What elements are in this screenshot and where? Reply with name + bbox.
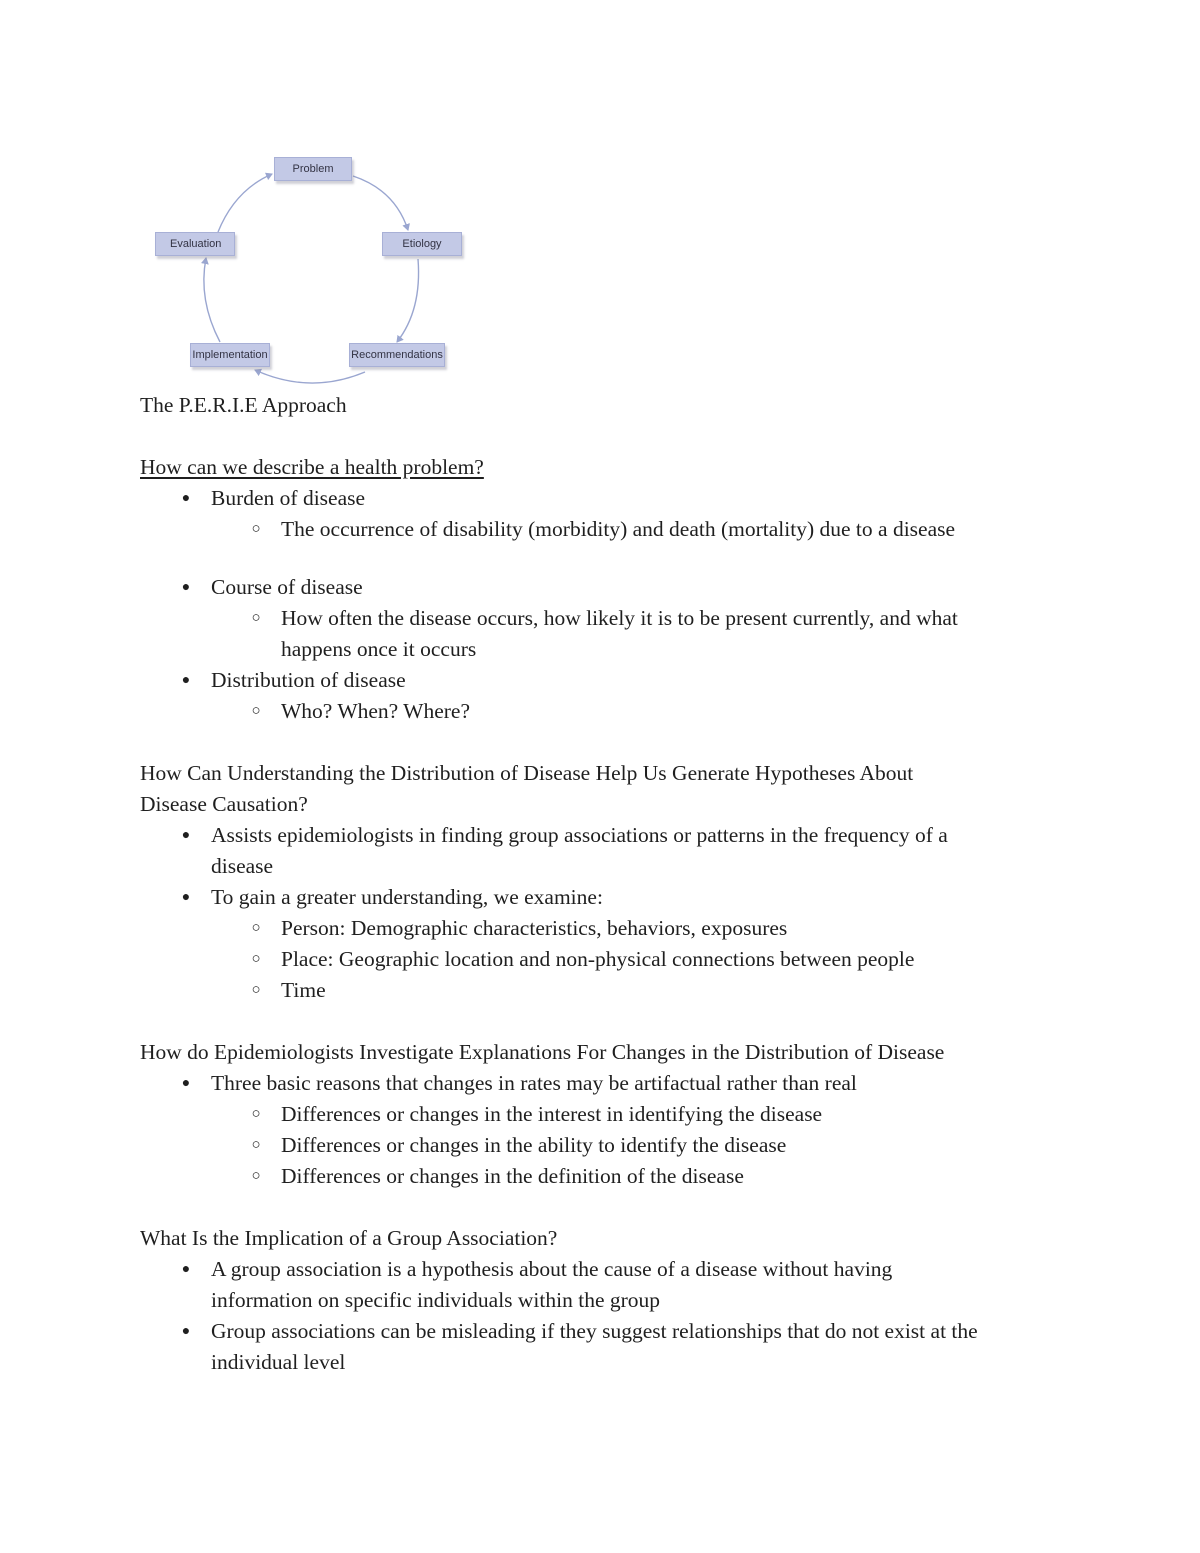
list-item [140, 1068, 1070, 1099]
sub-list-item-text: Differences or changes in the ability to identify the disease [281, 1133, 787, 1157]
sub-list-item [140, 1161, 1070, 1192]
section-2-list [140, 820, 1070, 1006]
list-item-text: To gain a greater understanding, we examine: [211, 885, 603, 909]
list-item [140, 1316, 1070, 1378]
list-item-text: Burden of disease [211, 486, 366, 510]
arrow-problem-to-etiology [353, 176, 408, 230]
hollow-bullet-icon: ○ [251, 951, 261, 967]
sub-list-item-text: Person: Demographic characteristics, behaviors, exposures [281, 916, 788, 940]
section-heading-investigate-explanations: How do Epidemiologists Investigate Explanations For Changes in the Distribution of Disease [140, 1040, 945, 1064]
list-item [140, 1254, 1070, 1316]
arrow-etiology-to-recommendations [397, 259, 419, 342]
list-item-text-continued: individual level [211, 1350, 346, 1374]
sub-list-item-text: Who? When? Where? [281, 699, 471, 723]
sub-list-item [140, 944, 1070, 975]
list-item-text: Group associations can be misleading if they suggest relationships that do not exist at the [211, 1319, 978, 1343]
section-4-list [140, 1254, 1070, 1378]
node-recommendations-label: Recommendations [351, 349, 443, 361]
bullet-icon: ● [181, 673, 191, 688]
list-item [140, 820, 1070, 882]
node-evaluation-label: Evaluation [170, 238, 222, 250]
sub-list-item-text: The occurrence of disability (morbidity) and death (mortality) due to a disease [281, 517, 956, 541]
section-1-list [140, 483, 1070, 545]
node-evaluation [155, 232, 235, 256]
node-recommendations [349, 343, 445, 367]
hollow-bullet-icon: ○ [251, 1137, 261, 1153]
list-item-text-continued: disease [211, 854, 274, 878]
node-etiology-label: Etiology [402, 238, 442, 250]
node-implementation [190, 343, 270, 367]
sub-list-item [140, 975, 1070, 1006]
hollow-bullet-icon: ○ [251, 920, 261, 936]
arrow-implementation-to-evaluation [204, 258, 220, 342]
list-item-text: Distribution of disease [211, 668, 406, 692]
sub-list-item-text: How often the disease occurs, how likely it is to be present currently, and what [281, 606, 958, 630]
sub-list-item [140, 1099, 1070, 1130]
hollow-bullet-icon: ○ [251, 610, 261, 626]
node-problem [274, 157, 352, 181]
hollow-bullet-icon: ○ [251, 703, 261, 719]
section-heading-group-association: What Is the Implication of a Group Association? [140, 1226, 558, 1250]
hollow-bullet-icon: ○ [251, 1168, 261, 1184]
sub-list-item-text: Place: Geographic location and non-physical connections between people [281, 947, 915, 971]
section-heading-line-1: How Can Understanding the Distribution of Disease Help Us Generate Hypotheses About [140, 761, 914, 785]
list-item-text: A group association is a hypothesis about the cause of a disease without having [211, 1257, 893, 1281]
list-item-text-continued: information on specific individuals within the group [211, 1288, 661, 1312]
hollow-bullet-icon: ○ [251, 1106, 261, 1122]
bullet-icon: ● [181, 828, 191, 843]
sub-list-item-text: Time [281, 978, 326, 1002]
list-item [140, 483, 1070, 514]
notes-content [140, 390, 1070, 1378]
bullet-icon: ● [181, 1262, 191, 1277]
list-item [140, 665, 1070, 696]
hollow-bullet-icon: ○ [251, 982, 261, 998]
sub-list-item-text-continued: happens once it occurs [281, 637, 477, 661]
perie-cycle-diagram [150, 150, 470, 390]
sub-list-item [140, 514, 1070, 545]
node-problem-label: Problem [292, 163, 334, 175]
sub-list-item [140, 696, 1070, 727]
sub-list-item-text: Differences or changes in the interest in identifying the disease [281, 1102, 823, 1126]
bullet-icon: ● [181, 491, 191, 506]
bullet-icon: ● [181, 890, 191, 905]
node-etiology [382, 232, 462, 256]
bullet-icon: ● [181, 1324, 191, 1339]
section-1-list-continued [140, 572, 1070, 727]
list-item [140, 882, 1070, 913]
list-item-text: Course of disease [211, 575, 363, 599]
list-item [140, 572, 1070, 603]
section-heading-describe-health-problem: How can we describe a health problem? [140, 455, 484, 479]
list-item-text: Assists epidemiologists in finding group associations or patterns in the frequency of a [211, 823, 948, 847]
section-heading-line-2: Disease Causation? [140, 792, 308, 816]
section-heading-distribution-hypotheses [140, 758, 1070, 820]
node-implementation-label: Implementation [192, 349, 268, 361]
sub-list-item [140, 1130, 1070, 1161]
section-3-list [140, 1068, 1070, 1192]
sub-list-item-text: Differences or changes in the definition of the disease [281, 1164, 744, 1188]
sub-list-item [140, 913, 1070, 944]
arrow-evaluation-to-problem [218, 174, 272, 232]
hollow-bullet-icon: ○ [251, 521, 261, 537]
list-item-text: Three basic reasons that changes in rates may be artifactual rather than real [211, 1071, 857, 1095]
bullet-icon: ● [181, 1076, 191, 1091]
arrow-recommendations-to-implementation [255, 370, 365, 383]
document-title: The P.E.R.I.E Approach [140, 393, 347, 417]
sub-list-item [140, 603, 1070, 665]
bullet-icon: ● [181, 580, 191, 595]
